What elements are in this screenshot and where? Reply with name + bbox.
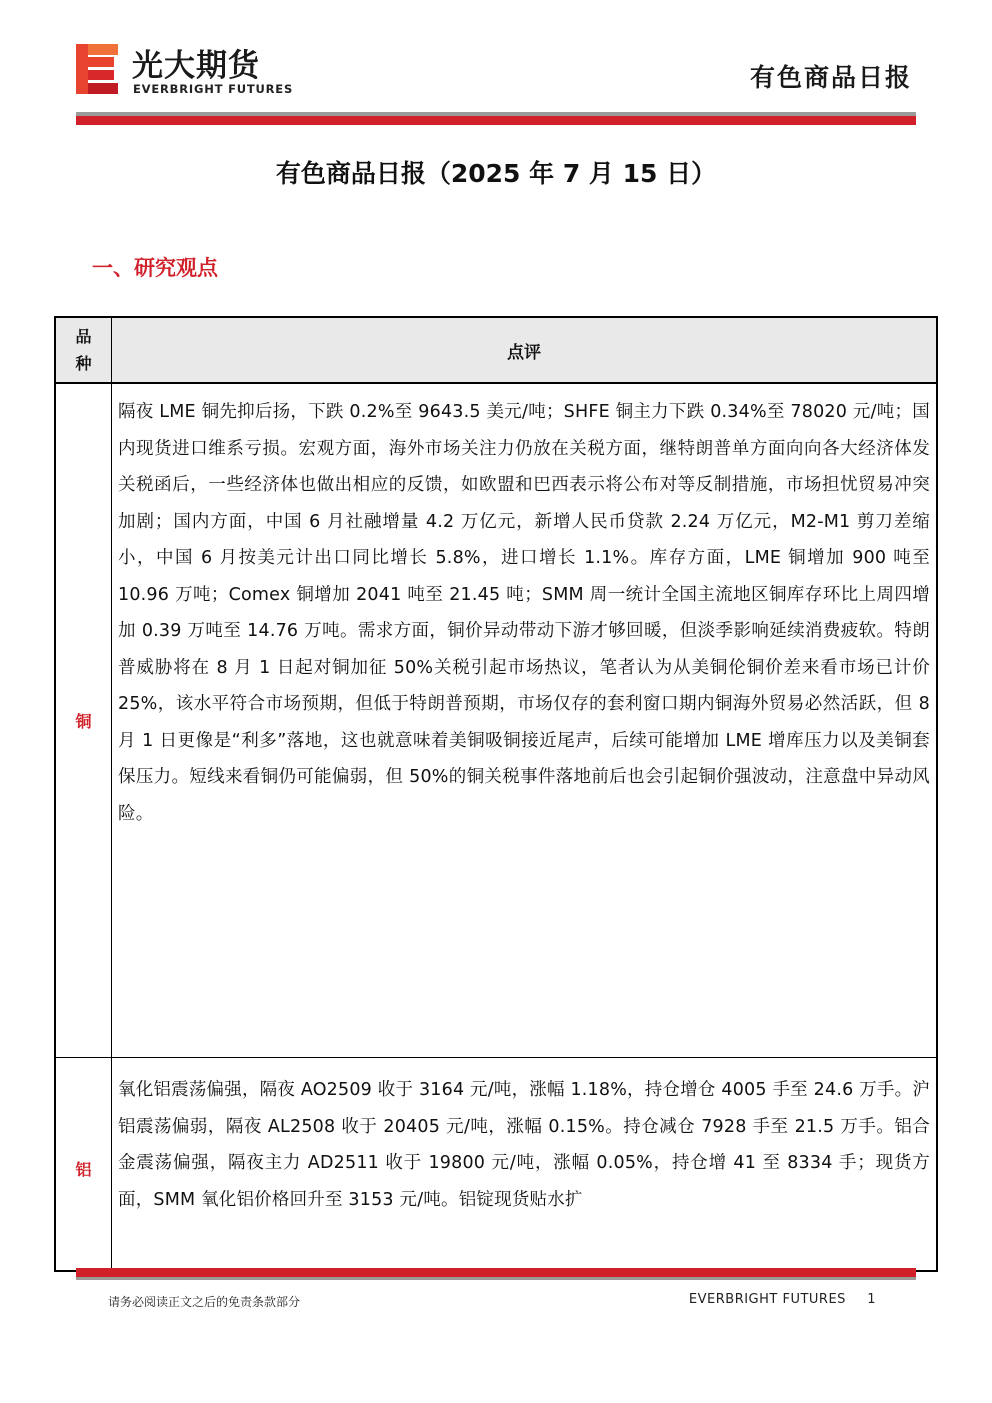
footer-divider-gray	[76, 1277, 916, 1280]
column-divider	[111, 318, 112, 1270]
footer-brand: EVERBRIGHT FUTURES	[688, 1292, 846, 1307]
page-header	[76, 38, 916, 108]
comment-text-copper: 隔夜 LME 铜先抑后扬，下跌 0.2%至 9643.5 美元/吨；SHFE 铜主力下跌 0.34%至 78020 元/吨；国内现货进口维系亏损。宏观方面，海外市场关注力仍放在关税方面，继特朗普单方面向向各大经济体发关税函后，一些经济体也做出相应的反馈，如欧盟和巴西表示将公布对等反制措施，市场担忧贸易冲突加剧；国内方面，中国 6 月社融增量 4.2 万亿元，新增人民币贷款 2.24 万亿元，M2-M1 剪刀差缩小，中国 6 月按美元计出口同比增长 5.8%，进口增长 1.1%。库存方面，LME 铜增加 900 吨至 10.96 万吨；Comex 铜增加 2041 吨至 21.45 吨；SMM 周一统计全国主流地区铜库存环比上周四增加 0.39 万吨至 14.76 万吨。需求方面，铜价异动带动下游才够回暖，但淡季影响延续消费疲软。特朗普威胁将在 8 月 1 日起对铜加征 50%关税引起市场热议，笔者认为从美铜伦铜价差来看市场已计价 25%，该水平符合市场预期，但低于特朗普预期，市场仅存的套利窗口期内铜海外贸易必然活跃，但 8 月 1 日更像是“利多”落地，这也就意味着美铜吸铜接近尾声，后续可能增加 LME 增库压力以及美铜套保压力。短线来看铜仍可能偏弱，但 50%的铜关税事件落地前后也会引起铜价强波动，注意盘中异动风险。	[118, 402, 930, 824]
table-row	[56, 384, 936, 1058]
comment-text-aluminum: 氧化铝震荡偏强，隔夜 AO2509 收于 3164 元/吨，涨幅 1.18%，持仓增仓 4005 手至 24.6 万手。沪铝震荡偏弱，隔夜 AL2508 收于 20405 元/吨，涨幅 0.15%。持仓减仓 7928 手至 21.5 万手。铝合金震荡偏强，隔夜主力 AD2511 收于 19800 元/吨，涨幅 0.05%，持仓增 41 至 8334 手；现货方面，SMM 氧化铝价格回升至 3153 元/吨。铝锭现货贴水扩	[118, 1080, 930, 1210]
variety-label-aluminum: 铝	[75, 1159, 92, 1179]
commentary-table	[54, 316, 938, 1272]
table-row	[56, 1058, 936, 1272]
everbright-logo-icon	[76, 44, 120, 94]
column-header-variety-text: 品种	[75, 327, 92, 373]
column-header-comment: 点评	[507, 342, 541, 363]
table-header	[56, 318, 936, 384]
logo-english-name: EVERBRIGHT FUTURES	[133, 82, 294, 96]
section-heading: 一、研究观点	[92, 256, 218, 280]
page-number: 1	[867, 1292, 876, 1307]
footer-divider-red	[76, 1268, 916, 1277]
header-divider-red	[76, 116, 916, 125]
variety-label-copper: 铜	[75, 712, 92, 731]
footer-brand-page	[689, 1292, 876, 1307]
logo-chinese-name: 光大期货	[132, 48, 260, 84]
report-title: 有色商品日报（2025 年 7 月 15 日）	[275, 159, 717, 188]
column-header-variety	[56, 318, 111, 382]
footer-disclaimer: 请务必阅读正文之后的免责条款部分	[108, 1295, 301, 1309]
header-report-title: 有色商品日报	[749, 63, 912, 92]
